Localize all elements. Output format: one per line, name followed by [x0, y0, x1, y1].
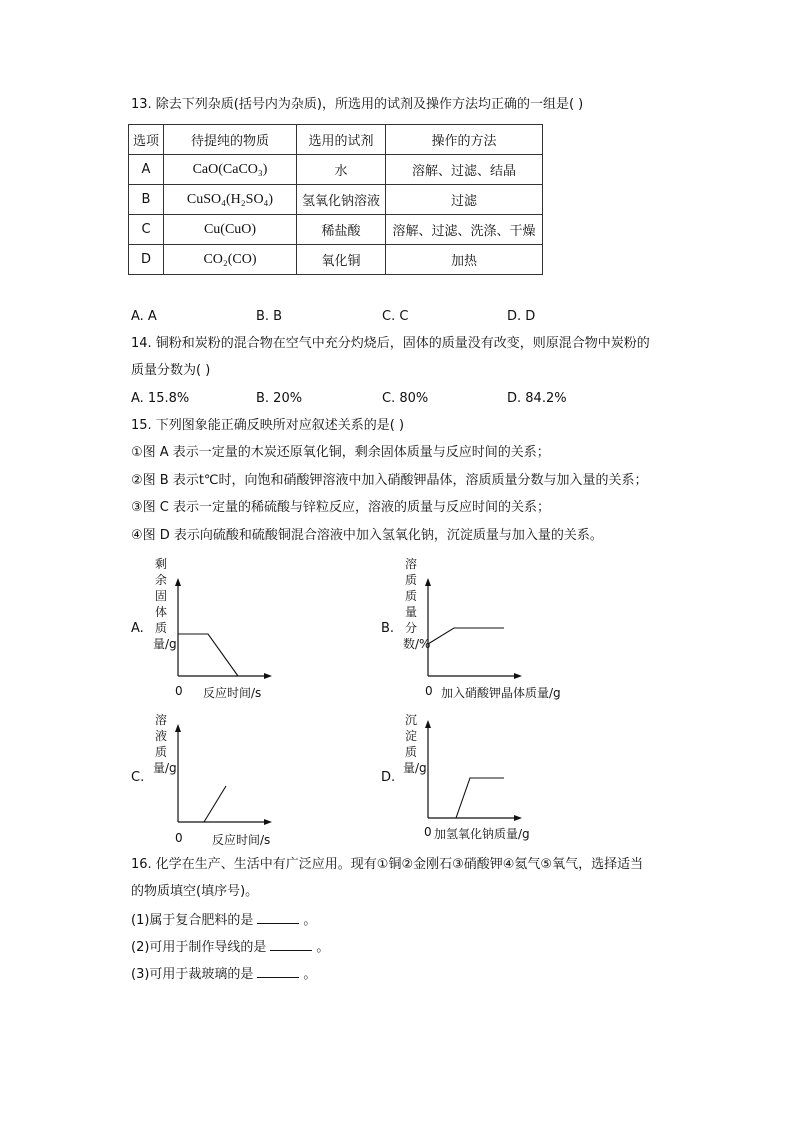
q14-choice-b[interactable]: B. 20% — [256, 391, 303, 406]
q16-blank-1 — [131, 911, 316, 930]
row-reagent: 氢氧化钠溶液 — [297, 185, 386, 215]
graph-b-curve — [428, 628, 504, 644]
header-option: 选项 — [129, 125, 164, 155]
q16-stem-line1: 16. 化学在生产、生活中有广泛应用。现有①铜②金刚石③硝酸钾④氦气⑤氧气，选择适当 — [131, 857, 644, 872]
graph-c-origin: 0 — [175, 831, 183, 845]
q15-item-2: ②图 B 表示t℃时，向饱和硝酸钾溶液中加入硝酸钾晶体，溶质质量分数与加入量的关系； — [131, 473, 648, 488]
graph-b-ylabel: 溶质质量分数/% — [403, 557, 431, 651]
header-substance: 待提纯的物质 — [164, 125, 297, 155]
row-method: 过滤 — [386, 185, 543, 215]
graph-a-axes — [170, 576, 280, 680]
q13-stem: 13. 除去下列杂质(括号内为杂质)，所选用的试剂及操作方法均正确的一组是( ) — [131, 97, 584, 112]
row-substance: CO₂(CO) — [164, 245, 297, 275]
graph-a-origin: 0 — [175, 684, 183, 698]
graph-d-ylabel: 沉淀质量/g — [403, 713, 427, 775]
q16-blank-1-label: (1)属于复合肥料的是 — [131, 913, 254, 928]
q14-stem-line2: 质量分数为( ) — [131, 363, 211, 378]
answer-blank[interactable] — [270, 938, 312, 951]
row-method: 溶解、过滤、结晶 — [386, 155, 543, 185]
q16-blank-2-label: (2)可用于制作导线的是 — [131, 940, 267, 955]
header-method: 操作的方法 — [386, 125, 543, 155]
q15-item-4: ④图 D 表示向硫酸和硫酸铜混合溶液中加入氢氧化钠，沉淀质量与加入量的关系。 — [131, 528, 603, 543]
q13-options-table — [128, 124, 543, 275]
graph-c-xlabel: 反应时间/s — [212, 833, 271, 847]
q16-blank-3 — [131, 965, 316, 984]
graph-d-axes — [420, 718, 530, 822]
row-option: B — [129, 185, 164, 215]
table-header-row — [129, 125, 543, 155]
graph-c-curve — [204, 786, 226, 822]
table-row — [129, 185, 543, 215]
graph-a-xlabel: 反应时间/s — [203, 686, 262, 700]
graph-b-origin: 0 — [425, 684, 433, 698]
q14-stem-line1: 14. 铜粉和炭粉的混合物在空气中充分灼烧后，固体的质量没有改变，则原混合物中炭粉的 — [131, 336, 650, 351]
q13-choice-b[interactable]: B. B — [256, 309, 283, 324]
graph-b-xlabel: 加入硝酸钾晶体质量/g — [441, 686, 561, 700]
row-reagent: 水 — [297, 155, 386, 185]
row-substance: Cu(CuO) — [164, 215, 297, 245]
graph-d-xlabel: 加氢氧化钠质量/g — [434, 827, 530, 841]
graph-d-origin: 0 — [424, 825, 432, 839]
q14-choice-c[interactable]: C. 80% — [382, 391, 429, 406]
q16-blank-1-end: 。 — [303, 913, 317, 928]
answer-blank[interactable] — [257, 965, 299, 978]
graph-b-letter: B. — [381, 621, 395, 636]
q13-choice-a[interactable]: A. A — [131, 309, 157, 324]
header-reagent: 选用的试剂 — [297, 125, 386, 155]
graph-b-axes — [420, 576, 530, 680]
row-substance: CaO(CaCO₃) — [164, 155, 297, 185]
graph-d-letter: D. — [381, 770, 396, 785]
answer-blank[interactable] — [257, 911, 299, 924]
q16-blank-3-end: 。 — [303, 967, 317, 982]
q14-choice-d[interactable]: D. 84.2% — [507, 391, 567, 406]
row-reagent: 稀盐酸 — [297, 215, 386, 245]
q14-choice-a[interactable]: A. 15.8% — [131, 391, 190, 406]
graph-a-letter: A. — [131, 621, 144, 636]
row-option: A — [129, 155, 164, 185]
table-row — [129, 155, 543, 185]
row-reagent: 氧化铜 — [297, 245, 386, 275]
q15-stem: 15. 下列图象能正确反映所对应叙述关系的是( ) — [131, 418, 405, 433]
q13-choice-c[interactable]: C. C — [382, 309, 409, 324]
graph-a-ylabel: 剩余固体质量/g — [153, 557, 177, 651]
graph-c-ylabel: 溶液质量/g — [153, 713, 177, 775]
table-row — [129, 245, 543, 275]
row-option: D — [129, 245, 164, 275]
q16-blank-2-end: 。 — [316, 940, 330, 955]
row-substance: CuSO₄(H₂SO₄) — [164, 185, 297, 215]
q16-stem-line2: 的物质填空(填序号)。 — [131, 884, 259, 899]
graph-c-axes — [170, 722, 280, 826]
q15-item-3: ③图 C 表示一定量的稀硫酸与锌粒反应，溶液的质量与反应时间的关系； — [131, 500, 550, 515]
row-method: 溶解、过滤、洗涤、干燥 — [386, 215, 543, 245]
row-method: 加热 — [386, 245, 543, 275]
graph-d-curve — [456, 778, 504, 818]
q13-choice-d[interactable]: D. D — [507, 309, 536, 324]
table-row — [129, 215, 543, 245]
q16-blank-3-label: (3)可用于裁玻璃的是 — [131, 967, 254, 982]
graph-c-letter: C. — [131, 770, 145, 785]
graph-a-curve — [178, 634, 238, 676]
q15-item-1: ①图 A 表示一定量的木炭还原氧化铜，剩余固体质量与反应时间的关系； — [131, 445, 550, 460]
q16-blank-2 — [131, 938, 329, 957]
row-option: C — [129, 215, 164, 245]
